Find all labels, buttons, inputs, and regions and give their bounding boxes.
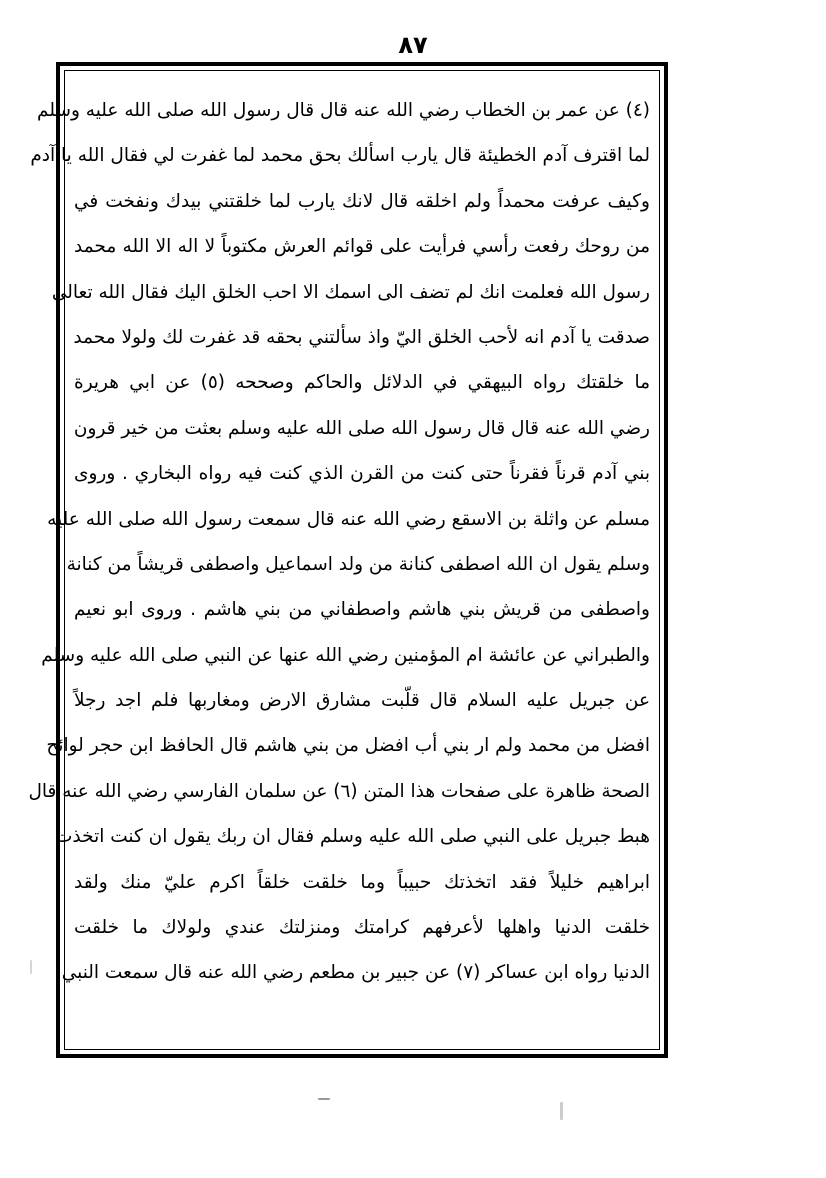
scan-speck xyxy=(560,1102,563,1120)
text-line: ابراهيم خليلاً فقد اتخذتك حبيباً وما خلقت خلقاً اكرم عليّ منك ولقد xyxy=(74,871,650,893)
text-line: هبط جبريل على النبي صلى الله عليه وسلم فقال ان ربك يقول ان كنت اتخذت xyxy=(55,826,650,848)
text-line: خلقت الدنيا واهلها لأعرفهم كرامتك ومنزلتك عندي ولولاك ما خلقت xyxy=(74,917,650,939)
scan-speck xyxy=(318,1098,330,1100)
text-line: لما اقترف آدم الخطيئة قال يارب اسألك بحق محمد لما غفرت لي فقال الله يا آدم xyxy=(30,145,650,167)
text-line: رسول الله فعلمت انك لم تضف الى اسمك الا احب الخلق اليك فقال الله تعالى xyxy=(51,281,650,303)
text-line: والطبراني عن عائشة ام المؤمنين رضي الله عنها عن النبي صلى الله عليه وسلم xyxy=(41,644,650,666)
text-line: عن جبريل عليه السلام قال قلّبت مشارق الارض ومغاربها فلم اجد رجلاً xyxy=(74,690,650,712)
text-line: صدقت يا آدم انه لأحب الخلق اليّ واذ سألتني بحقه قد غفرت لك ولولا محمد xyxy=(73,326,650,348)
body-text xyxy=(28,88,656,1048)
text-line: الدنيا رواه ابن عساكر (٧) عن جبير بن مطعم رضي الله عنه قال سمعت النبي xyxy=(61,962,650,984)
text-line: من روحك رفعت رأسي فرأيت على قوائم العرش مكتوباً لا اله الا الله محمد xyxy=(74,236,650,258)
text-line: واصطفى من قريش بني هاشم واصطفاني من بني هاشم . وروى ابو نعيم xyxy=(74,599,650,621)
text-line: افضل من محمد ولم ار بني أب افضل من بني هاشم قال الحافظ ابن حجر لوائح xyxy=(46,735,650,757)
text-line: الصحة ظاهرة على صفحات هذا المتن (٦) عن سلمان الفارسي رضي الله عنه قال xyxy=(28,780,650,802)
text-line: ما خلقتك رواه البيهقي في الدلائل والحاكم وصححه (٥) عن ابي هريرة xyxy=(74,372,650,394)
text-line: وسلم يقول ان الله اصطفى كنانة من ولد اسماعيل واصطفى قريشاً من كنانة xyxy=(66,553,650,575)
scan-speck xyxy=(30,960,32,974)
text-line: (٤) عن عمر بن الخطاب رضي الله عنه قال قال رسول الله صلى الله عليه وسلم xyxy=(37,100,650,121)
page-number: ٨٧ xyxy=(398,31,428,59)
text-line: مسلم عن واثلة بن الاسقع رضي الله عنه قال سمعت رسول الله صلى الله عليه xyxy=(47,508,650,530)
text-line: رضي الله عنه قال قال رسول الله صلى الله عليه وسلم بعثت من خير قرون xyxy=(73,417,650,439)
text-line: وكيف عرفت محمداً ولم اخلقه قال لانك يارب لما خلقتني بيدك ونفخت في xyxy=(74,190,650,212)
text-line: بني آدم قرناً فقرناً حتى كنت من القرن الذي كنت فيه رواه البخاري . وروى xyxy=(74,463,650,485)
